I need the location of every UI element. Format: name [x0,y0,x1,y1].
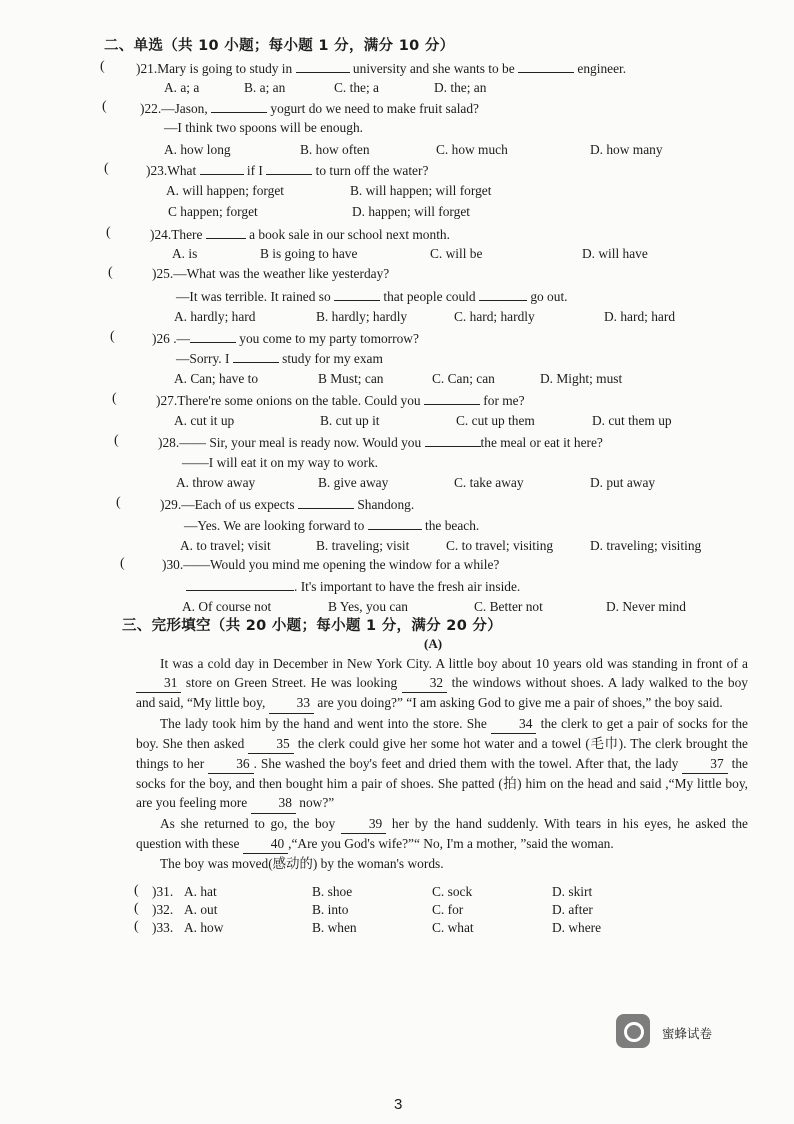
passage-text: ,“Are you God's wife?”“ No, I'm a mother, ”said the woman. [288,835,614,851]
option-a[interactable]: A. a; a [164,80,200,95]
answer-blank[interactable] [186,578,240,591]
option-b[interactable]: B. how often [300,142,370,157]
question-text: a book sale in our school next month. [245,227,450,242]
answer-blank[interactable] [240,578,294,591]
option-d[interactable]: D. happen; will forget [352,204,471,219]
passage-paragraph-2 [136,714,748,814]
cloze-blank[interactable]: 37 [682,754,727,774]
question-text: university and she wants to be [349,61,519,76]
answer-paren[interactable]: ( [116,495,121,510]
question-text: —Sorry. I [176,351,233,366]
answer-paren[interactable]: ( [134,883,139,898]
question-stem [162,557,499,573]
option-b[interactable]: B Must; can [318,371,384,386]
question-text: ——I will eat it on my way to work. [182,455,378,470]
option-a[interactable]: A. cut it up [174,413,235,428]
option-a[interactable]: A. is [172,246,198,261]
option-b[interactable]: B. give away [318,475,389,490]
question-text: —Each of us expects [181,497,298,512]
question-text: that people could [380,289,479,304]
question-number: )25. [152,266,174,281]
passage-text: As she returned to go, the boy [160,815,341,831]
answer-blank[interactable] [424,392,480,405]
cloze-blank[interactable]: 34 [491,714,536,734]
answer-paren[interactable]: ( [100,59,105,74]
cloze-blank[interactable]: 36 [208,754,253,774]
question-stem [156,392,525,409]
answer-paren[interactable]: ( [108,265,113,280]
question-text: —It was terrible. It rained so [176,289,335,304]
question-text: What [167,163,200,178]
answer-blank[interactable] [425,434,481,447]
page-number: 3 [394,1096,403,1113]
passage-text: are you doing?” “I am asking God to give me a pair of shoes,” the boy said. [314,695,723,711]
question-stem [146,162,428,179]
option-b[interactable]: B. cut up it [320,413,380,428]
answer-blank[interactable] [479,288,527,301]
question-stem [140,100,479,117]
option-d[interactable]: D. the; an [434,80,487,95]
question-dialogue-line [182,455,378,471]
option-b[interactable]: B. hardly; hardly [316,309,408,324]
question-number: )21. [136,61,158,76]
option-d[interactable]: D. how many [590,142,663,157]
question-dialogue-line [176,350,383,367]
passage-text: . She washed the boy's feet and dried them with the towel. After that, the lady [253,756,683,772]
option-d[interactable]: D. after [552,902,593,917]
cloze-blank[interactable]: 40 [243,834,288,854]
option-c[interactable]: C. cut up them [456,413,535,428]
cloze-blank[interactable]: 35 [248,734,293,754]
option-d[interactable]: D. where [552,920,602,935]
option-d[interactable]: D. traveling; visiting [590,538,702,553]
question-number: )30. [162,557,184,572]
answer-blank[interactable] [266,162,312,175]
answer-blank[interactable] [206,226,246,239]
answer-blank[interactable] [334,288,380,301]
passage-text: now?” [295,795,335,811]
option-d[interactable]: D. will have [582,246,648,261]
option-c[interactable]: C happen; forget [168,204,258,219]
cloze-blank[interactable]: 31 [136,673,181,693]
answer-blank[interactable] [233,350,279,363]
option-a[interactable]: A. out [184,902,218,917]
cloze-blank[interactable]: 38 [251,793,296,813]
option-d[interactable]: D. skirt [552,884,593,899]
option-a[interactable]: A. to travel; visit [180,538,271,553]
cloze-passage [136,654,748,873]
passage-text: The lady took him by the hand and went into the store. She [160,715,491,731]
question-stem [150,226,450,243]
answer-blank[interactable] [190,330,236,343]
option-c[interactable]: C. Better not [474,599,543,614]
question-text: —— Sir, your meal is ready now. Would you [179,435,425,450]
question-text: . It's important to have the fresh air inside. [294,579,521,594]
question-stem [152,266,389,282]
passage-label: (A) [424,636,443,651]
question-number: )28. [158,435,180,450]
question-text: engineer. [574,61,627,76]
question-text: the beach. [421,518,480,533]
question-number: )26 . [152,331,177,346]
question-stem [158,434,603,451]
question-number: )31. [152,884,174,899]
option-b[interactable]: B. will happen; will forget [350,183,492,198]
option-b[interactable]: B. traveling; visit [316,538,410,553]
option-c[interactable]: C. hard; hardly [454,309,535,324]
option-c[interactable]: C. take away [454,475,524,490]
question-text: There [171,227,206,242]
option-c[interactable]: C. will be [430,246,483,261]
answer-paren[interactable]: ( [104,161,109,176]
question-stem [160,496,414,513]
cloze-blank[interactable]: 33 [269,693,314,713]
passage-text: her by the hand suddenly. With tears in his eyes, he asked the question with these [136,815,748,851]
answer-paren[interactable]: ( [134,919,139,934]
passage-text: the socks for the boy, and then bought him a pair of shoes. She patted (拍) him on the head and said ,“My little boy, are you feeling more [136,756,748,811]
answer-blank[interactable] [200,162,244,175]
option-a[interactable]: A. Of course not [182,599,272,614]
cloze-blank[interactable]: 32 [402,673,447,693]
passage-text: It was a cold day in December in New York City. A little boy about 10 years old was standing in front of a [160,656,748,671]
answer-blank[interactable] [211,100,267,113]
passage-text: the clerk to get a pair of socks for the boy. She then asked [136,715,748,751]
option-c[interactable]: C. for [432,902,464,917]
option-b[interactable]: B. shoe [312,884,353,899]
question-text: Shandong. [353,497,415,512]
option-a[interactable]: A. will happen; forget [166,183,285,198]
question-dialogue-line [184,517,479,534]
question-text: There're some onions on the table. Could you [177,393,424,408]
answer-blank[interactable] [296,60,350,73]
passage-text: the windows without shoes. A lady walked to the boy and said, “My little boy, [136,675,748,711]
question-dialogue-line [176,288,568,305]
brand-name: 蜜蜂试卷 [662,1026,713,1041]
question-text: Mary is going to study in [157,61,296,76]
option-a[interactable]: A. how [184,920,224,935]
question-text: —What was the weather like yesterday? [173,266,390,281]
passage-text: the clerk could give her some hot water and a towel (毛巾). The clerk brought the things to her [136,735,748,772]
question-number: )29. [160,497,182,512]
question-text: —Jason, [161,101,212,116]
question-text: —Yes. We are looking forward to [184,518,368,533]
answer-paren[interactable]: ( [114,433,119,448]
option-b[interactable]: B. into [312,902,349,917]
question-text: for me? [479,393,525,408]
question-number: )33. [152,920,174,935]
answer-blank[interactable] [518,60,574,73]
question-text: if I [243,163,267,178]
question-text: study for my exam [278,351,383,366]
question-text: —I think two spoons will be enough. [164,120,363,135]
passage-paragraph-3 [136,814,748,854]
answer-paren[interactable]: ( [110,329,115,344]
option-a[interactable]: A. hat [184,884,217,899]
option-a[interactable]: A. how long [164,142,231,157]
section-heading-cloze: 三、完形填空（共 20 小题；每小题 1 分，满分 20 分） [122,618,503,634]
passage-text: store on Green Street. He was looking [181,675,402,691]
question-text: you come to my party tomorrow? [235,331,419,346]
brand-logo-icon [616,1014,650,1048]
option-d[interactable]: D. hard; hard [604,309,676,324]
option-d[interactable]: D. cut them up [592,413,672,428]
option-c[interactable]: C. the; a [334,80,379,95]
answer-paren[interactable]: ( [120,556,125,571]
question-text: — [176,331,190,346]
question-text: the meal or eat it here? [480,435,603,450]
answer-blank[interactable] [298,496,354,509]
option-b[interactable]: B. a; an [244,80,286,95]
question-number: )24. [150,227,172,242]
cloze-blank[interactable]: 39 [341,814,386,834]
question-text: to turn off the water? [312,163,429,178]
option-b[interactable]: B. when [312,920,357,935]
option-d[interactable]: D. Might; must [540,371,623,386]
question-number: )23. [146,163,168,178]
question-number: )32. [152,902,174,917]
passage-paragraph-4: The boy was moved(感动的) by the woman's words. [160,856,444,872]
answer-paren[interactable]: ( [102,99,107,114]
question-number: )22. [140,101,162,116]
question-number: )27. [156,393,178,408]
option-d[interactable]: D. put away [590,475,656,490]
question-dialogue-line [164,120,363,136]
option-d[interactable]: D. Never mind [606,599,686,614]
option-c[interactable]: C. how much [436,142,508,157]
section-heading-single-choice: 二、单选（共 10 小题；每小题 1 分，满分 10 分） [104,38,455,54]
answer-paren[interactable]: ( [106,225,111,240]
option-a[interactable]: A. throw away [176,475,256,490]
option-c[interactable]: C. to travel; visiting [446,538,554,553]
question-text: yogurt do we need to make fruit salad? [267,101,479,116]
option-b[interactable]: B is going to have [260,246,358,261]
option-a[interactable]: A. Can; have to [174,371,259,386]
option-a[interactable]: A. hardly; hard [174,309,256,324]
option-b[interactable]: B Yes, you can [328,599,408,614]
answer-blank[interactable] [368,517,422,530]
answer-paren[interactable]: ( [134,901,139,916]
passage-paragraph-1 [136,654,748,714]
question-text: ——Would you mind me opening the window for a while? [183,557,500,572]
question-text: go out. [526,289,568,304]
question-stem [136,60,626,77]
question-stem [152,330,419,347]
option-c[interactable]: C. what [432,920,474,935]
question-dialogue-line [186,578,520,595]
option-c[interactable]: C. Can; can [432,371,495,386]
answer-paren[interactable]: ( [112,391,117,406]
option-c[interactable]: C. sock [432,884,473,899]
